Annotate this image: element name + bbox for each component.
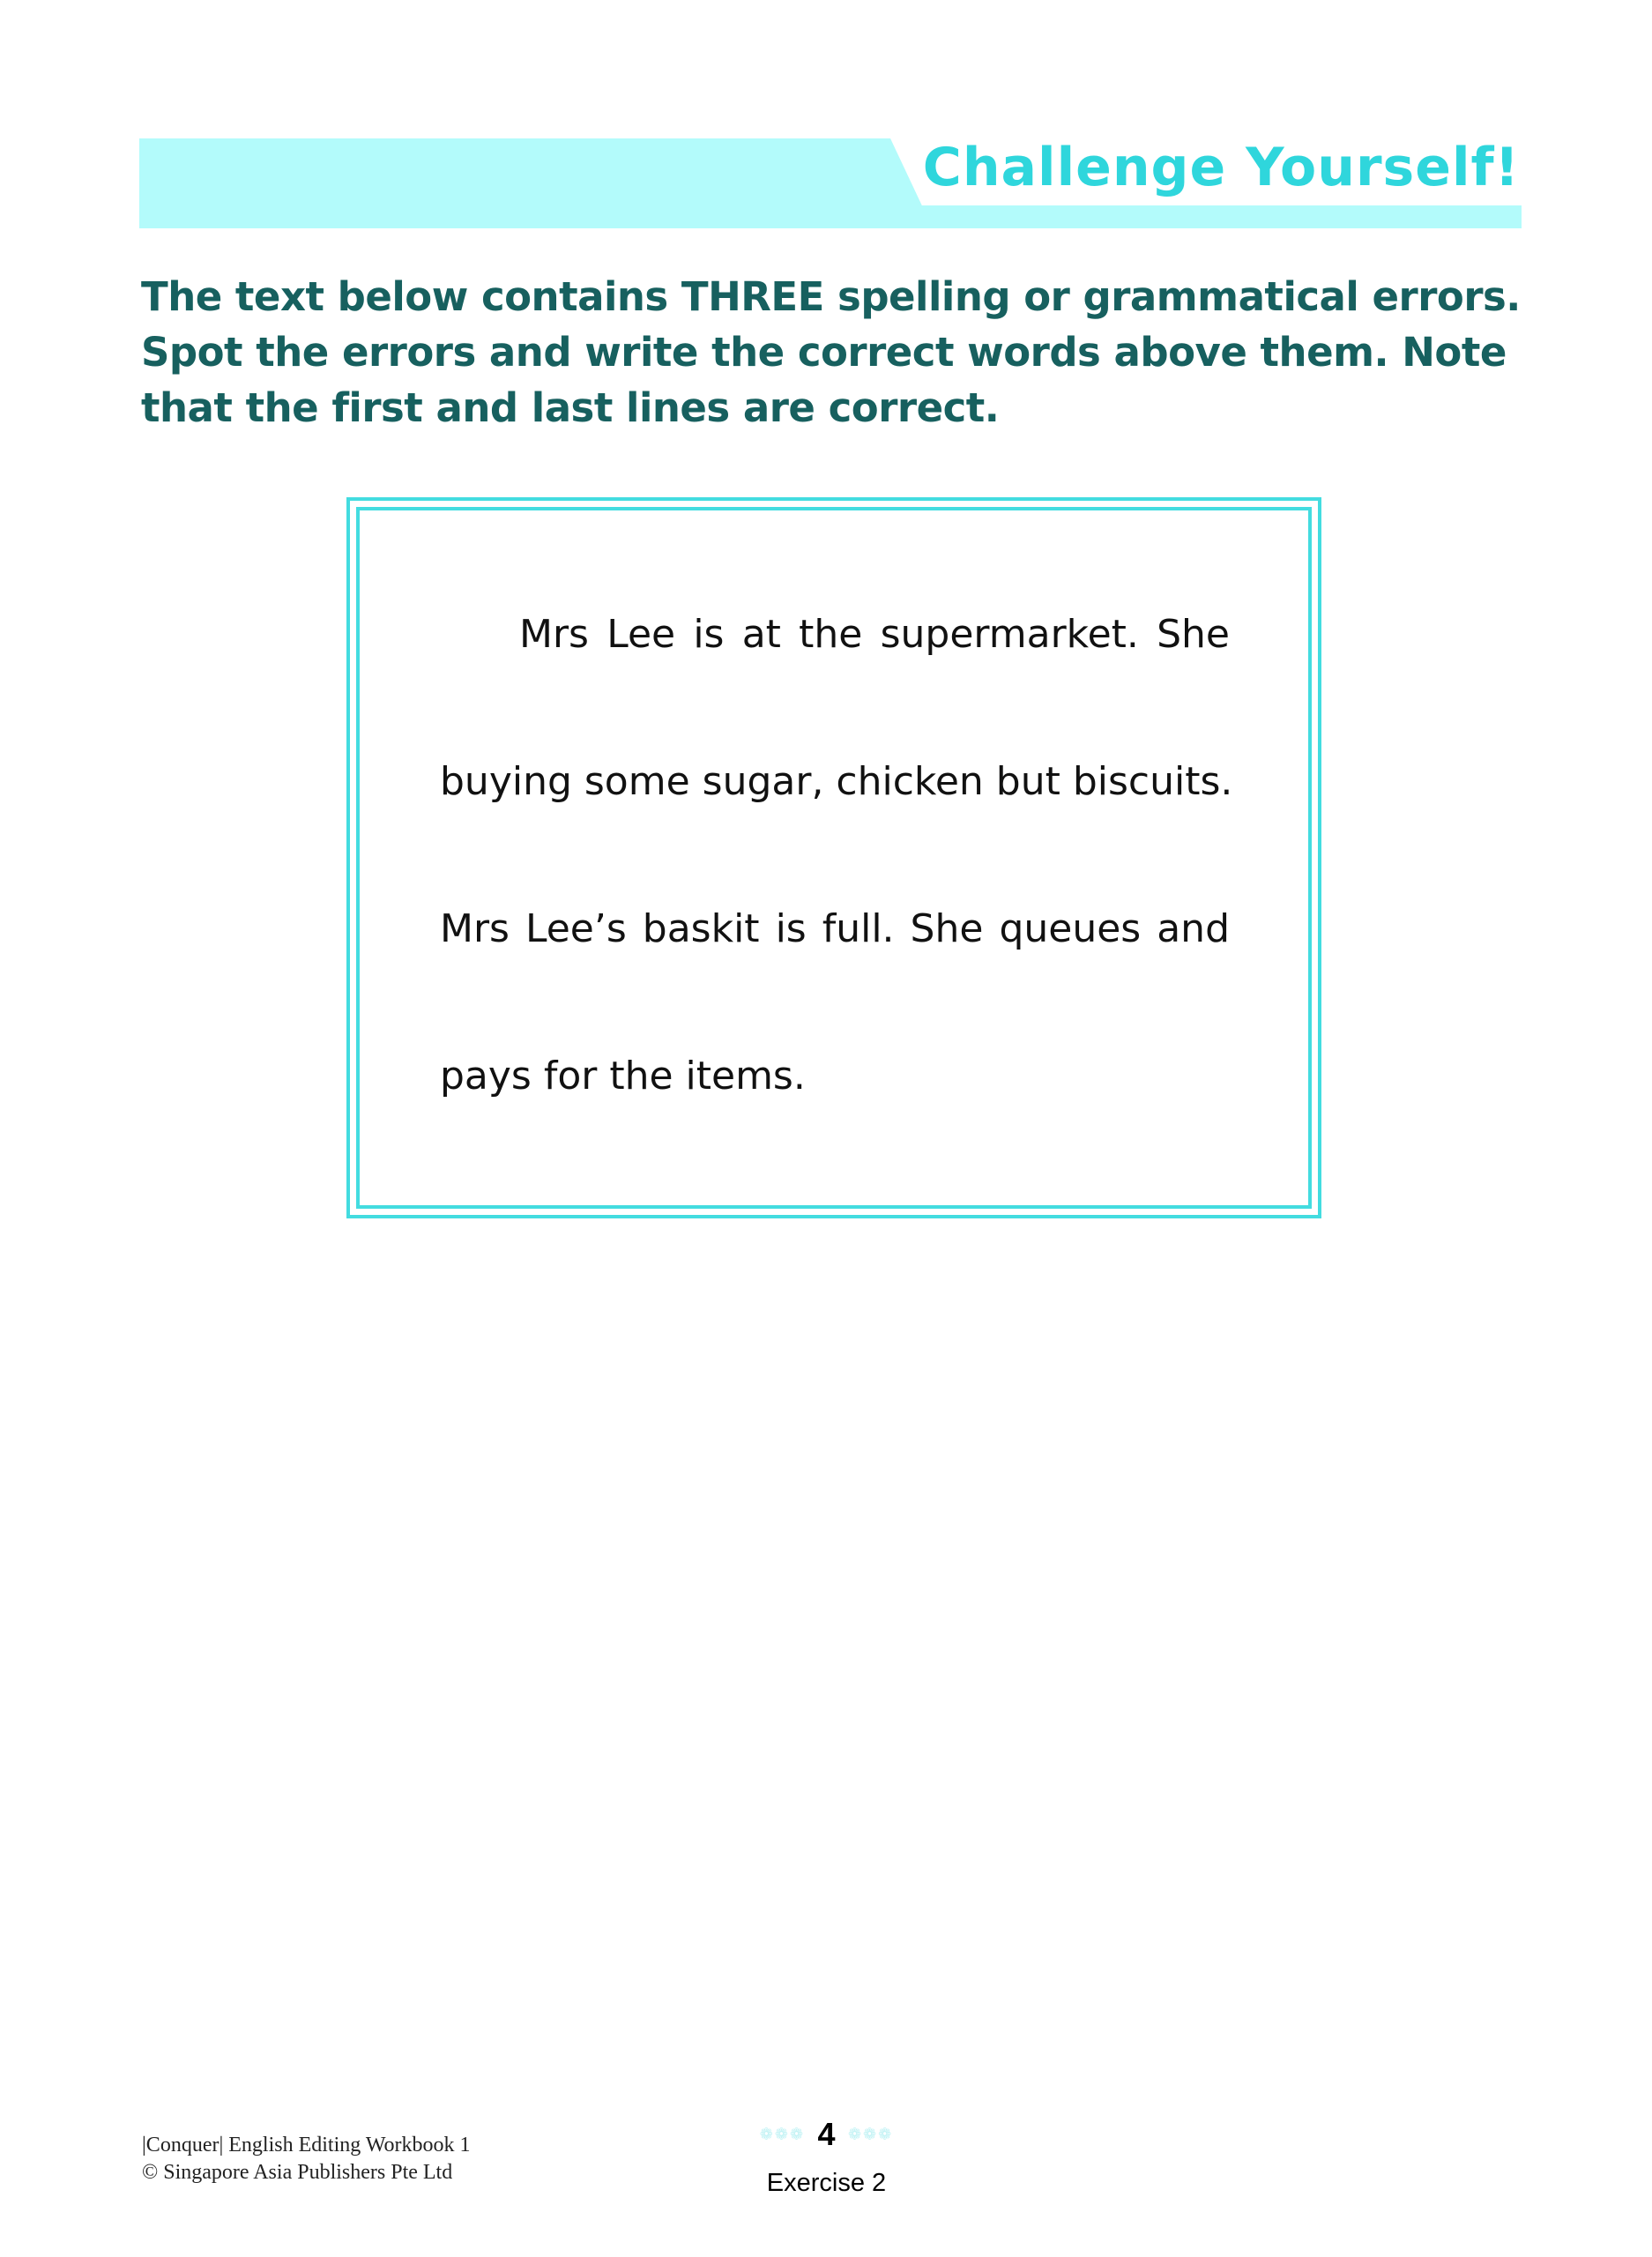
exercise-label: Exercise 2 xyxy=(766,2169,887,2197)
instructions-text: The text below contains THREE spelling or grammatical errors. Spot the errors and write the correct words above them. Note that the first and last lines are correct. xyxy=(141,273,1521,431)
page-number: 4 xyxy=(817,2116,836,2152)
page-number-group xyxy=(705,2116,948,2153)
footer-credits xyxy=(142,2132,471,2186)
passage-line-2: buying some sugar, chicken but biscuits. xyxy=(440,759,1233,804)
decorative-dots-right-icon: ❁❁❁ xyxy=(847,2125,894,2144)
footer-copyright: © Singapore Asia Publishers Pte Ltd xyxy=(142,2161,453,2184)
footer-book-title: |Conquer| English Editing Workbook 1 xyxy=(142,2134,471,2156)
passage-line-1: Mrs Lee is at the supermarket. She xyxy=(519,612,1230,657)
page-title: Challenge Yourself! xyxy=(922,137,1520,198)
passage-line-4: pays for the items. xyxy=(440,1054,806,1099)
decorative-dots-left-icon: ❁❁❁ xyxy=(759,2125,806,2144)
passage-line-3: Mrs Lee’s baskit is full. She queues and xyxy=(440,906,1230,951)
